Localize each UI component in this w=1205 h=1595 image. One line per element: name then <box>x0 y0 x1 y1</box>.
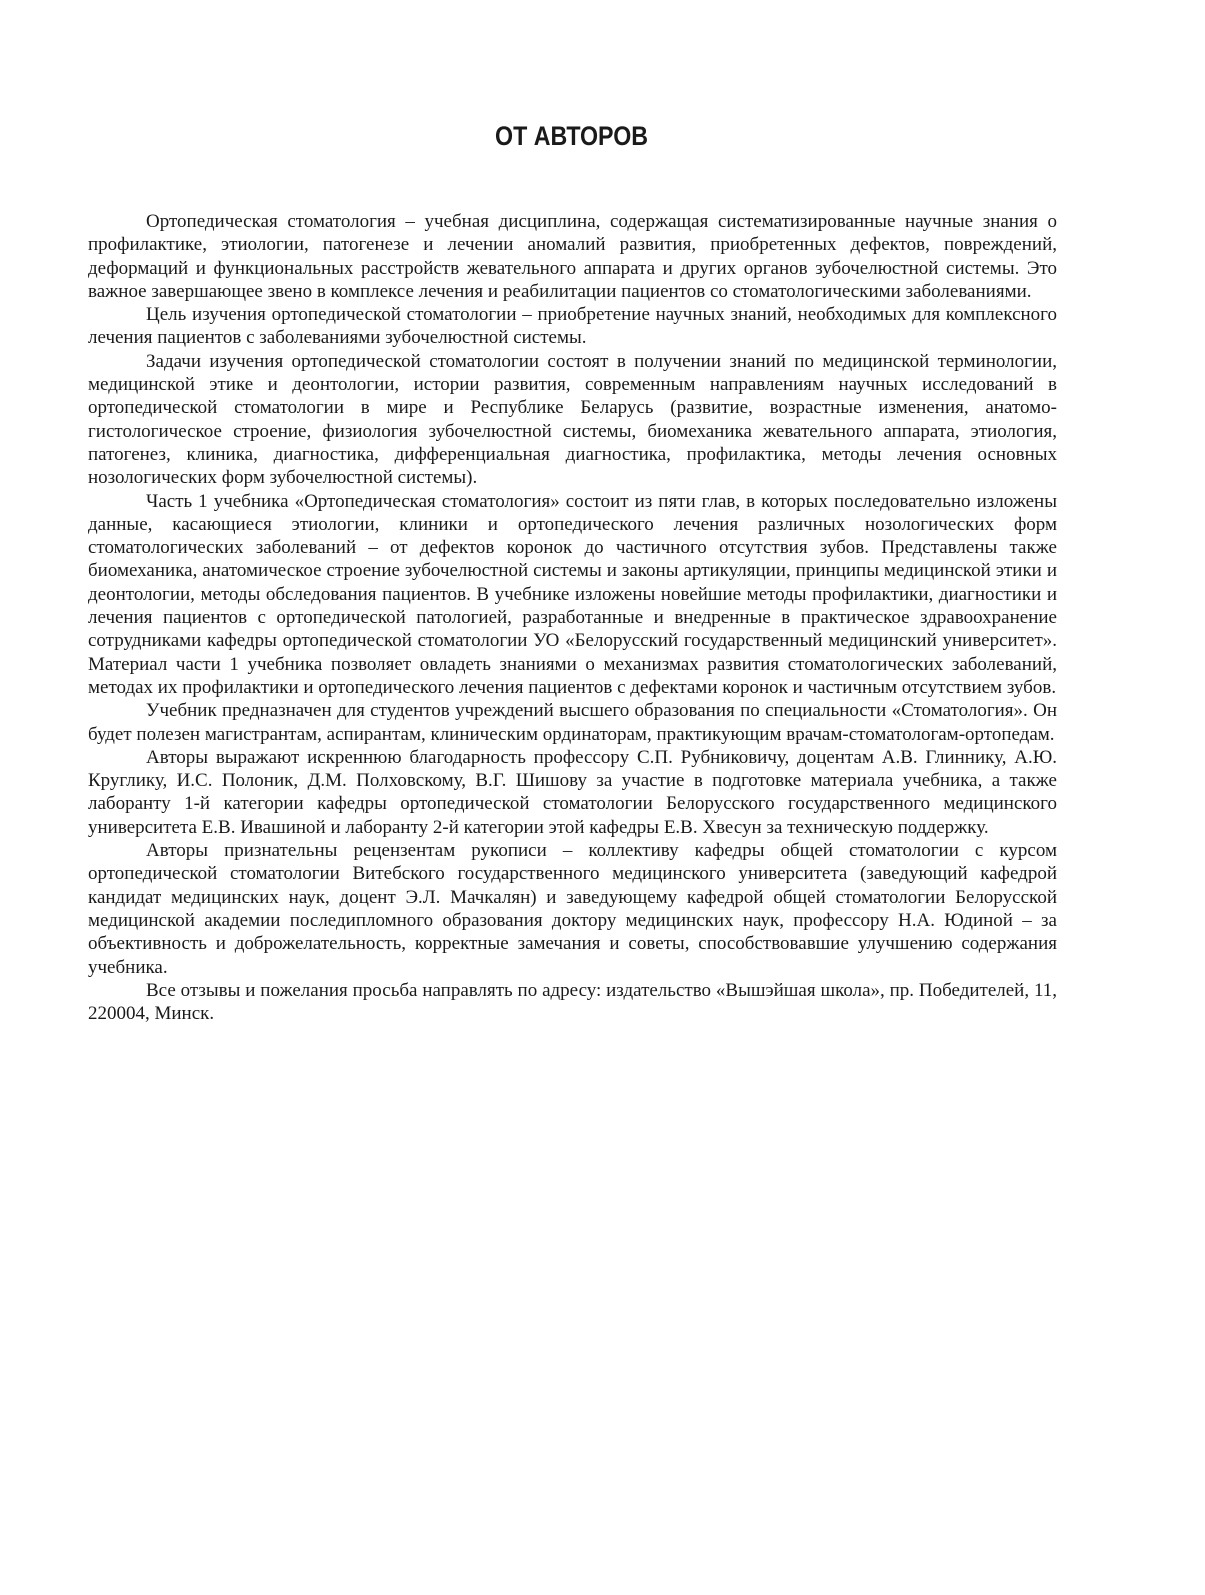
paragraph-book-contents: Часть 1 учебника «Ортопедическая стоматология» состоит из пяти глав, в которых последовательно изложены данные, касающиеся этиологии, клиники и ортопедического лечения различных нозологических форм стоматологических заболеваний – от дефектов коронок до частичного отсутствия зубов. Представлены также биомеханика, анатомическое строение зубочелюстной системы и законы артикуляции, принципы медицинской этики и деонтологии, методы обследования пациентов. В учебнике изложены новейшие методы профилактики, диагностики и лечения пациентов с ортопедической патологией, разработанные и внедренные в практическое здравоохранение сотрудниками кафедры ортопедической стоматологии УО «Белорусский государственный медицинский университет». Материал части 1 учебника позволяет овладеть знаниями о механизмах развития стоматологических заболеваний, методах их профилактики и ортопедического лечения пациентов с дефектами коронок и частичным отсутствием зубов. <box>88 490 1057 698</box>
paragraph-intro: Ортопедическая стоматология – учебная дисциплина, содержащая систематизированные научные знания о профилактике, этиологии, патогенезе и лечении аномалий развития, приобретенных дефектов, повреждений, деформаций и функциональных расстройств жевательного аппарата и других органов зубочелюстной системы. Это важное завершающее звено в комплексе лечения и реабилитации пациентов со стоматологическими заболеваниями. <box>88 211 1057 302</box>
paragraph-tasks: Задачи изучения ортопедической стоматологии состоят в получении знаний по медицинской терминологии, медицинской этике и деонтологии, истории развития, современным направлениям научных исследований в ортопедической стоматологии в мире и Республике Беларусь (развитие, возрастные изменения, анатомо-гистологическое строение, физиология зубочелюстной системы, биомеханика жевательного аппарата, этиология, патогенез, клиника, диагностика, дифференциальная диагностика, профилактика, методы лечения основных нозологических форм зубочелюстной системы). <box>88 350 1057 489</box>
paragraph-reviewers: Авторы признательны рецензентам рукописи – коллективу кафедры общей стоматологии с курсом ортопедической стоматологии Витебского государственного медицинского университета (заведующий кафедрой кандидат медицинских наук, доцент Э.Л. Мачкалян) и заведующему кафедрой общей стоматологии Белорусской медицинской академии последипломного образования доктору медицинских наук, профессору Н.А. Юдиной – за объективность и доброжелательность, корректные замечания и советы, способствовавшие улучшению содержания учебника. <box>88 840 1057 978</box>
paragraph-audience: Учебник предназначен для студентов учреждений высшего образования по специальности «Стоматология». Он будет полезен магистрантам, аспирантам, клиническим ординаторам, практикующим врачам-стоматологам-ортопедам. <box>88 700 1057 745</box>
paragraph-feedback-address: Все отзывы и пожелания просьба направлять по адресу: издательство «Вышэйшая школа», пр. Победителей, 11, 220004, Минск. <box>88 979 1057 1025</box>
paragraph-goal: Цель изучения ортопедической стоматологии – приобретение научных знаний, необходимых для комплексного лечения пациентов с заболеваниями зубочелюстной системы. <box>88 304 1057 349</box>
body-text <box>88 210 1057 1025</box>
page-title: ОТ АВТОРОВ <box>495 121 649 151</box>
paragraph-acknowledgements: Авторы выражают искреннюю благодарность профессору С.П. Рубниковичу, доцентам А.В. Глиннику, А.Ю. Круглику, И.С. Полоник, Д.М. Полховскому, В.Г. Шишову за участие в подготовке материала учебника, а также лаборанту 1-й категории кафедры ортопедической стоматологии Белорусского государственного медицинского университета Е.В. Ивашиной и лаборанту 2-й категории этой кафедры Е.В. Хвесун за техническую поддержку. <box>88 746 1057 838</box>
